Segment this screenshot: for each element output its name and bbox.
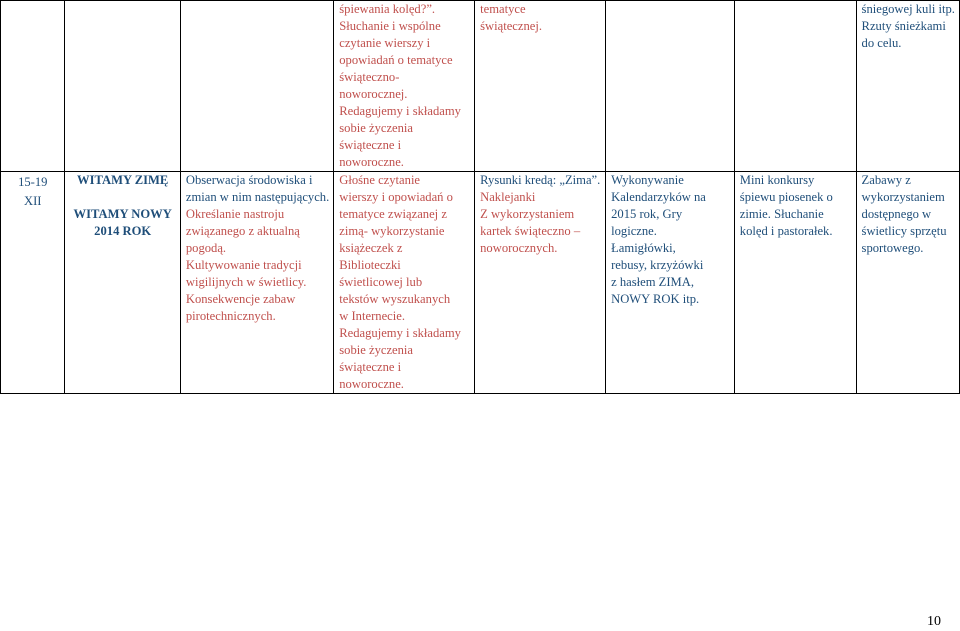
- text-line: Łamigłówki,: [611, 241, 676, 255]
- text-line: wierszy i opowiadań o: [339, 190, 453, 204]
- text-line: świetlicy sprzętu: [861, 224, 947, 238]
- text-line: Redagujemy i składamy: [339, 104, 461, 118]
- text-line: Wykonywanie: [611, 173, 684, 187]
- text-line: pogodą.: [185, 241, 227, 255]
- text-line: świąteczno-: [339, 70, 400, 84]
- text-line: logiczne.: [611, 224, 657, 238]
- cell-reading-continued: [334, 1, 475, 172]
- text-line: Z wykorzystaniem: [480, 207, 575, 221]
- text-line: Głośne czytanie: [339, 173, 421, 187]
- text-line: śpiewu piosenek o: [739, 190, 833, 204]
- cell-logic-continued: [606, 1, 735, 172]
- cell-topic: [64, 172, 180, 394]
- text-line: sobie życzenia: [339, 343, 414, 357]
- text-line: 2015 rok, Gry: [611, 207, 683, 221]
- text-line: pirotechnicznych.: [185, 309, 276, 323]
- text-line: Kalendarzyków na: [611, 190, 706, 204]
- text-line: Naklejanki: [480, 190, 536, 204]
- text-line: tekstów wyszukanych: [339, 292, 451, 306]
- text-line: świątecznej.: [480, 19, 543, 33]
- text-line: sportowego.: [861, 241, 924, 255]
- text-line: wykorzystaniem: [861, 190, 945, 204]
- week-dates: 15-19: [18, 175, 48, 189]
- topic-title-3: 2014 ROK: [94, 224, 152, 238]
- cell-art-continued: [475, 1, 606, 172]
- text-line: czytanie wierszy i: [339, 36, 431, 50]
- text-line: kolęd i pastorałek.: [739, 224, 833, 238]
- text-line: Rysunki kredą: „Zima”.: [480, 173, 601, 187]
- text-line: tematyce: [480, 2, 526, 16]
- text-line: książeczek z: [339, 241, 403, 255]
- text-line: Słuchanie i wspólne: [339, 19, 441, 33]
- cell-week-continued: [1, 1, 65, 172]
- text-line: sobie życzenia: [339, 121, 414, 135]
- page-number: 10: [927, 614, 941, 629]
- text-line: noworoczne.: [339, 377, 404, 391]
- text-line: zimie. Słuchanie: [739, 207, 824, 221]
- text-line: świąteczne i: [339, 360, 402, 374]
- text-line: do celu.: [861, 36, 902, 50]
- text-line: Zabawy z: [861, 173, 911, 187]
- text-line: Mini konkursy: [739, 173, 815, 187]
- text-line: NOWY ROK itp.: [611, 292, 700, 306]
- cell-topic-continued: [64, 1, 180, 172]
- cell-goals: [180, 172, 333, 394]
- topic-title-2: WITAMY NOWY: [73, 207, 172, 221]
- text-line: związanego z aktualną: [185, 224, 300, 238]
- cell-reading: [334, 172, 475, 394]
- text-line: świąteczne i: [339, 138, 402, 152]
- text-line: noworocznych.: [480, 241, 558, 255]
- cell-art: [475, 172, 606, 394]
- week-month: XII: [24, 194, 42, 208]
- text-line: Rzuty śnieżkami: [861, 19, 946, 33]
- text-line: Konsekwencje zabaw: [185, 292, 296, 306]
- text-line: zmian w nim następujących.: [185, 190, 330, 204]
- text-line: dostępnego w: [861, 207, 932, 221]
- table-row-week: [1, 172, 960, 394]
- text-line: w Internecie.: [339, 309, 405, 323]
- cell-week: [1, 172, 65, 394]
- topic-title-1: WITAMY ZIMĘ: [77, 173, 169, 187]
- text-line: z hasłem ZIMA,: [611, 275, 694, 289]
- cell-logic: [606, 172, 735, 394]
- text-line: Określanie nastroju: [185, 207, 285, 221]
- cell-music: [734, 172, 856, 394]
- text-line: Redagujemy i składamy: [339, 326, 461, 340]
- text-line: świetlicowej lub: [339, 275, 423, 289]
- text-line: kartek świąteczno –: [480, 224, 581, 238]
- text-line: rebusy, krzyżówki: [611, 258, 704, 272]
- cell-sport: [856, 172, 959, 394]
- text-line: noworoczne.: [339, 155, 404, 169]
- cell-sport-continued: [856, 1, 959, 172]
- text-line: tematyce związanej z: [339, 207, 447, 221]
- cell-goals-continued: [180, 1, 333, 172]
- text-line: Kultywowanie tradycji: [185, 258, 302, 272]
- cell-music-continued: [734, 1, 856, 172]
- text-line: zimą- wykorzystanie: [339, 224, 445, 238]
- text-line: wigilijnych w świetlicy.: [185, 275, 307, 289]
- text-line: Biblioteczki: [339, 258, 401, 272]
- text-line: śniegowej kuli itp.: [861, 2, 955, 16]
- text-line: opowiadań o tematyce: [339, 53, 453, 67]
- text-line: noworocznej.: [339, 87, 408, 101]
- text-line: śpiewania kolęd?”.: [339, 2, 436, 16]
- table-row-continued: [1, 1, 960, 172]
- text-line: Obserwacja środowiska i: [185, 173, 313, 187]
